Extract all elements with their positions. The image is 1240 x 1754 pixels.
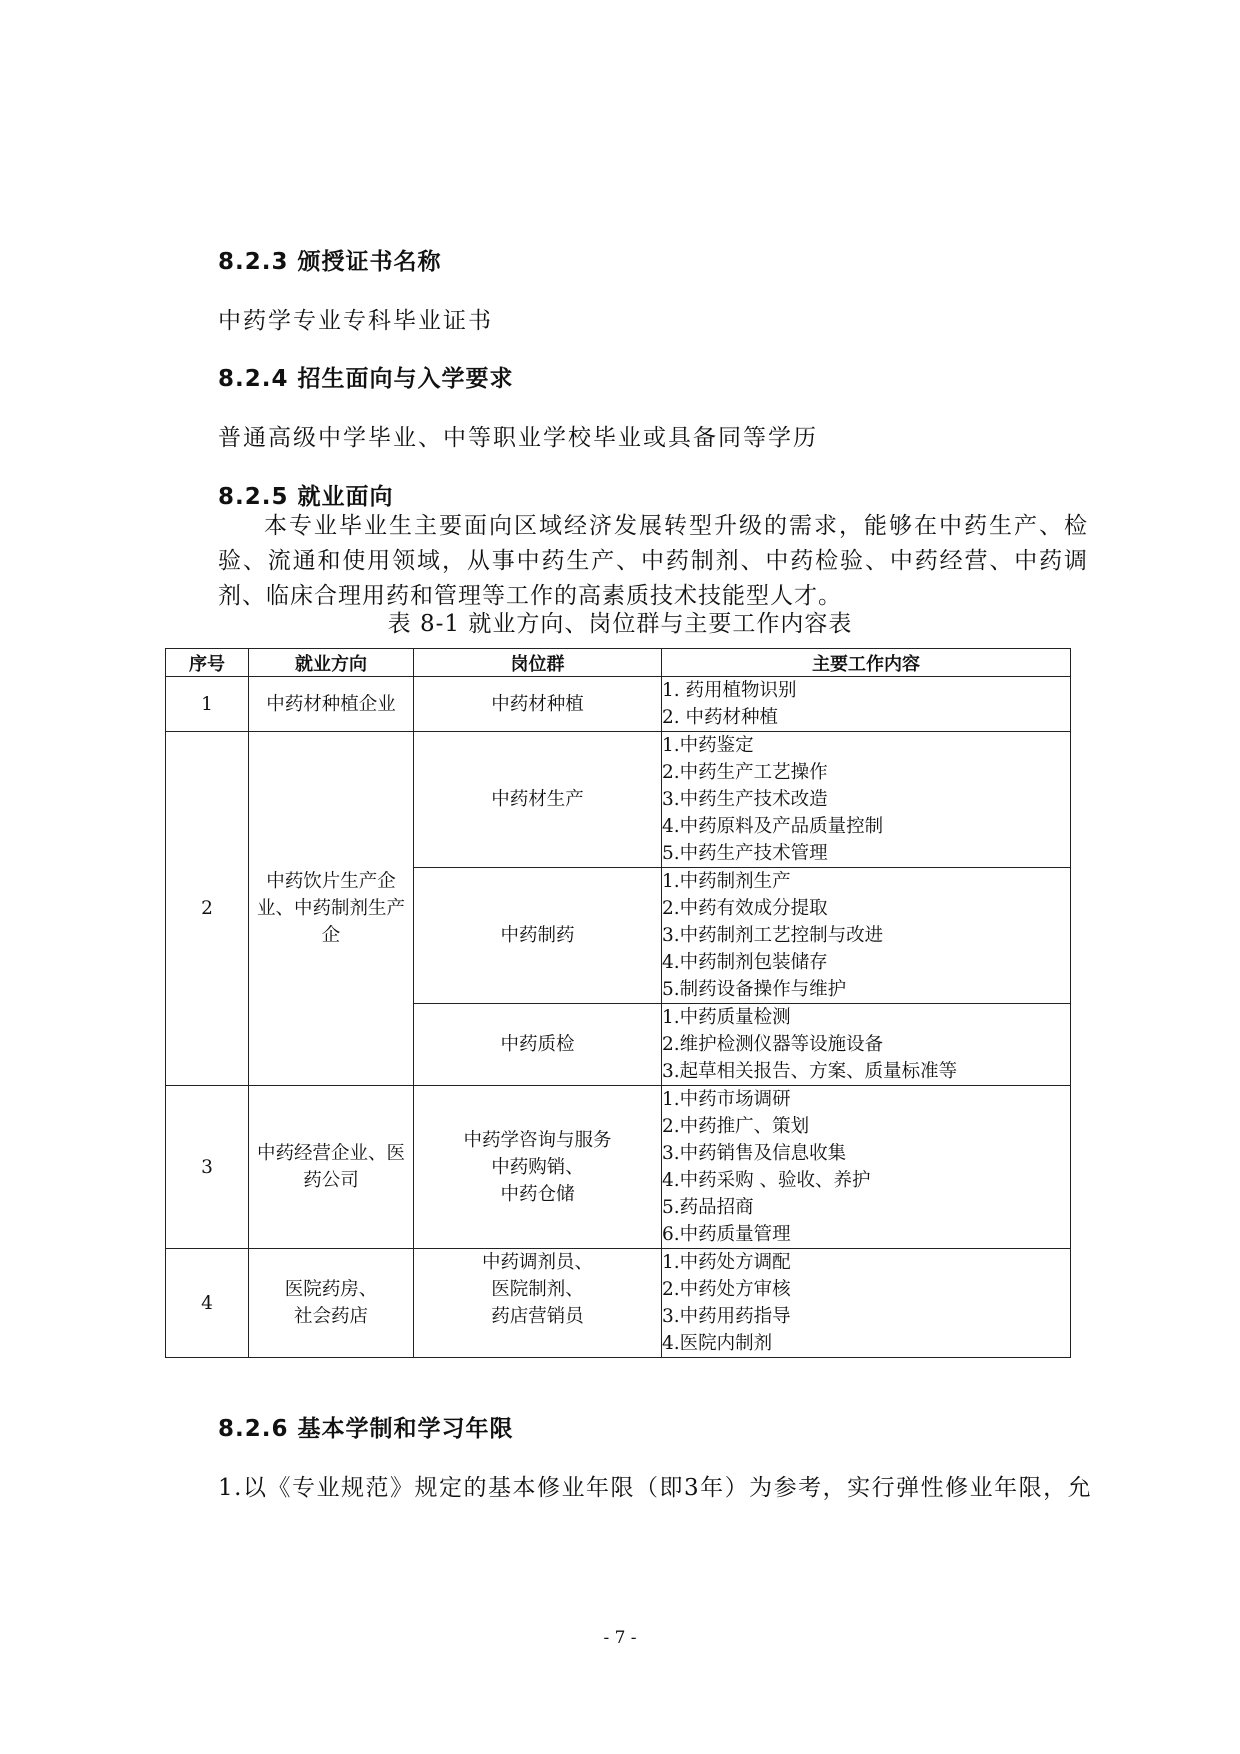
header-posts: 岗位群 xyxy=(414,649,662,677)
row-post: 中药制药 xyxy=(414,868,662,1004)
row-number: 3 xyxy=(166,1086,249,1249)
page-number: - 7 - xyxy=(603,1628,637,1648)
header-no: 序号 xyxy=(166,649,249,677)
task-item: 2.中药推广、策划 xyxy=(662,1116,810,1137)
table-row xyxy=(166,1249,1071,1358)
task-item: 2. 中药材种植 xyxy=(662,707,779,728)
certificate-name: 中药学专业专科毕业证书 xyxy=(218,308,493,334)
row-post xyxy=(414,1086,662,1249)
row-number: 2 xyxy=(166,732,249,1086)
task-item: 2.中药生产工艺操作 xyxy=(662,762,828,783)
post-line: 医院制剂、 xyxy=(491,1279,584,1300)
table-row xyxy=(166,677,1071,732)
task-item: 3.中药生产技术改造 xyxy=(662,789,828,810)
row-tasks xyxy=(662,677,1071,732)
task-item: 2.中药有效成分提取 xyxy=(662,898,828,919)
table-header-row xyxy=(166,649,1071,677)
row-post: 中药质检 xyxy=(414,1004,662,1086)
row-number: 1 xyxy=(166,677,249,732)
task-item: 5.中药生产技术管理 xyxy=(662,843,828,864)
heading-8-2-6: 8.2.6 基本学制和学习年限 xyxy=(218,1416,514,1442)
task-item: 2.维护检测仪器等设施设备 xyxy=(662,1034,884,1055)
task-item: 4.中药采购 、验收、养护 xyxy=(662,1170,871,1191)
task-item: 5.制药设备操作与维护 xyxy=(662,979,847,1000)
row-direction: 中药经营企业、医药公司 xyxy=(249,1086,414,1249)
task-item: 1.中药制剂生产 xyxy=(662,871,791,892)
task-item: 5.药品招商 xyxy=(662,1197,754,1218)
employment-paragraph: 本专业毕业生主要面向区域经济发展转型升级的需求，能够在中药生产、检验、流通和使用领域，从事中药生产、中药制剂、中药检验、中药经营、中药调剂、临床合理用药和管理等工作的高素质技术技能型人才。 xyxy=(218,513,1088,609)
heading-8-2-5: 8.2.5 就业面向 xyxy=(218,484,394,510)
row-number: 4 xyxy=(166,1249,249,1358)
row-post: 中药材种植 xyxy=(414,677,662,732)
task-item: 3.中药销售及信息收集 xyxy=(662,1143,847,1164)
row-direction: 中药饮片生产企业、中药制剂生产企 xyxy=(249,732,414,1086)
table-row xyxy=(166,732,1071,868)
task-item: 1.中药质量检测 xyxy=(662,1007,791,1028)
heading-8-2-4: 8.2.4 招生面向与入学要求 xyxy=(218,366,514,392)
row-tasks xyxy=(662,868,1071,1004)
row-direction: 中药材种植企业 xyxy=(249,677,414,732)
task-item: 3.起草相关报告、方案、质量标准等 xyxy=(662,1061,958,1082)
task-item: 4.医院内制剂 xyxy=(662,1333,773,1354)
heading-8-2-3: 8.2.3 颁授证书名称 xyxy=(218,249,442,275)
table-caption: 表 8-1 就业方向、岗位群与主要工作内容表 xyxy=(387,611,853,637)
post-line: 中药购销、 xyxy=(491,1156,584,1178)
task-item: 1.中药鉴定 xyxy=(662,735,754,756)
task-item: 1.中药处方调配 xyxy=(662,1252,791,1273)
post-line: 中药学咨询与服务 xyxy=(463,1129,612,1151)
row-post: 中药材生产 xyxy=(414,732,662,868)
direction-line: 社会药店 xyxy=(293,1306,368,1327)
row-tasks xyxy=(662,732,1071,868)
task-item: 1.中药市场调研 xyxy=(662,1089,791,1110)
row-tasks xyxy=(662,1086,1071,1249)
row-post xyxy=(414,1249,662,1358)
post-line: 中药仓储 xyxy=(500,1183,575,1205)
row-tasks xyxy=(662,1249,1071,1358)
header-tasks: 主要工作内容 xyxy=(662,649,1071,677)
task-item: 4.中药原料及产品质量控制 xyxy=(662,816,884,837)
task-item: 1. 药用植物识别 xyxy=(662,680,797,701)
employment-table xyxy=(165,648,1071,1358)
task-item: 4.中药制剂包装储存 xyxy=(662,952,828,973)
study-duration-text: 1.以《专业规范》规定的基本修业年限（即3年）为参考，实行弹性修业年限，允 xyxy=(218,1475,1093,1501)
task-item: 3.中药制剂工艺控制与改进 xyxy=(662,925,884,946)
table-row xyxy=(166,1086,1071,1249)
row-tasks xyxy=(662,1004,1071,1086)
header-direction: 就业方向 xyxy=(249,649,414,677)
task-item: 2.中药处方审核 xyxy=(662,1279,791,1300)
admission-requirements: 普通高级中学毕业、中等职业学校毕业或具备同等学历 xyxy=(218,425,818,451)
post-line: 中药调剂员、 xyxy=(481,1252,593,1273)
task-item: 3.中药用药指导 xyxy=(662,1306,791,1327)
row-direction xyxy=(249,1249,414,1358)
post-line: 药店营销员 xyxy=(491,1306,584,1327)
direction-line: 医院药房、 xyxy=(284,1279,378,1300)
task-item: 6.中药质量管理 xyxy=(662,1224,791,1245)
